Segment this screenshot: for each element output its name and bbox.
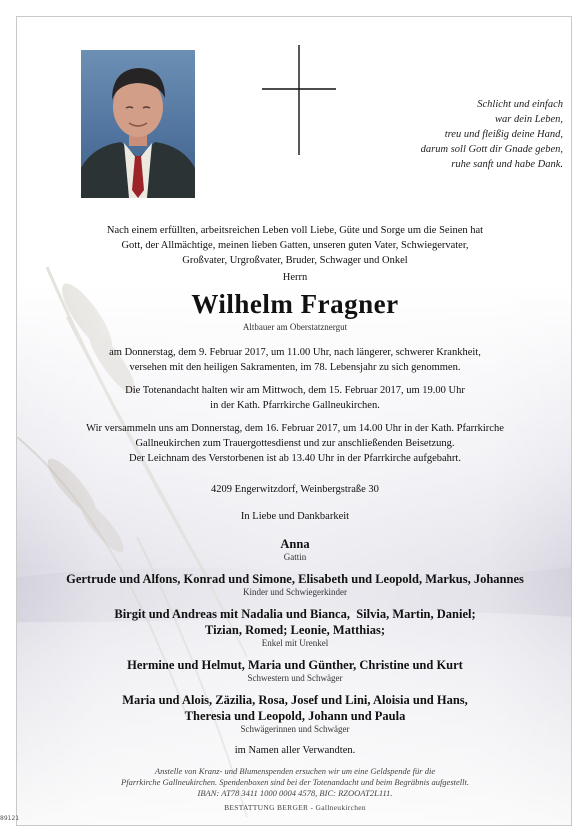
obituary-frame (16, 16, 572, 826)
intro-line: Gott, der Allmächtige, meinen lieben Gatten, unseren guten Vater, Schwiegervater, (121, 240, 469, 251)
death-line: versehen mit den heiligen Sakramenten, im 78. Lebensjahr zu sich genommen. (129, 362, 461, 373)
funeral-line: Wir versammeln uns am Donnerstag, dem 16. Februar 2017, um 14.00 Uhr in der Kath. Pfarrkirche (86, 423, 504, 434)
poem-line: ruhe sanft und habe Dank. (451, 159, 563, 170)
mourner-names: Anna (280, 537, 310, 551)
funeral-line: Der Leichnam des Verstorbenen ist ab 13.40 Uhr in der Pfarrkirche aufgebahrt. (129, 453, 461, 464)
poem-line: treu und fleißig deine Hand, (444, 129, 563, 140)
donation-note: IBAN: AT78 3411 1000 0004 4578, BIC: RZOOAT2L111. (197, 788, 393, 798)
obituary-text (17, 223, 572, 812)
mourner-names: Tizian, Romed; Leonie, Matthias; (205, 623, 385, 637)
mourner-names: Theresia und Leopold, Johann und Paula (184, 709, 406, 723)
mourner-relation: Gattin (283, 552, 307, 562)
poem-line: war dein Leben, (495, 114, 563, 125)
mourner-relation: Enkel mit Urenkel (261, 638, 329, 648)
funeral-line: Gallneukirchen zum Trauergottesdienst und zur anschließenden Beisetzung. (135, 438, 455, 449)
poem-line: Schlicht und einfach (477, 99, 563, 110)
deceased-name: Wilhelm Fragner (191, 289, 399, 319)
cross-icon (262, 45, 342, 155)
mourner-relation: Schwägerinnen und Schwäger (240, 724, 350, 734)
mourner-names: Hermine und Helmut, Maria und Günther, Christine und Kurt (127, 658, 463, 672)
deceased-title: Altbauer am Oberstatznergut (242, 322, 348, 332)
undertaker-imprint: BESTATTUNG BERGER - Gallneukirchen (224, 803, 366, 812)
mourner-names: Maria und Alois, Zäzilia, Rosa, Josef und Lini, Aloisia und Hans, (122, 693, 468, 707)
mourner-names: Gertrude und Alfons, Konrad und Simone, Elisabeth und Leopold, Markus, Johannes (66, 572, 524, 586)
address: 4209 Engerwitzdorf, Weinbergstraße 30 (211, 484, 379, 495)
donation-note: Anstelle von Kranz- und Blumenspenden ersuchen wir um eine Geldspende für die (154, 766, 436, 776)
donation-note: Pfarrkirche Gallneukirchen. Spendenboxen sind bei der Totenandacht und beim Begräbnis aufgestellt. (121, 777, 469, 787)
vigil-line: Die Totenandacht halten wir am Mittwoch, dem 15. Februar 2017, um 19.00 Uhr (125, 385, 465, 396)
relatives-line: im Namen aller Verwandten. (234, 745, 356, 756)
print-code: 89121 (0, 815, 20, 822)
salutation: Herrn (282, 272, 308, 283)
memorial-poem (357, 97, 563, 172)
mourner-names: Birgit und Andreas mit Nadalia und Bianca, Silvia, Martin, Daniel; (114, 607, 476, 621)
mourner-relation: Schwestern und Schwäger (247, 673, 343, 683)
death-line: am Donnerstag, dem 9. Februar 2017, um 11.00 Uhr, nach längerer, schwerer Krankheit, (109, 347, 481, 358)
vigil-line: in der Kath. Pfarrkirche Gallneukirchen. (210, 400, 380, 411)
portrait-photo (81, 50, 195, 198)
mourner-relation: Kinder und Schwiegerkinder (243, 587, 347, 597)
intro-line: Großvater, Urgroßvater, Bruder, Schwager und Onkel (182, 255, 408, 266)
closing-phrase: In Liebe und Dankbarkeit (240, 511, 350, 522)
poem-line: darum soll Gott dir Gnade geben, (420, 144, 563, 155)
intro-line: Nach einem erfüllten, arbeitsreichen Leben voll Liebe, Güte und Sorge um die Seinen hat (106, 225, 484, 236)
